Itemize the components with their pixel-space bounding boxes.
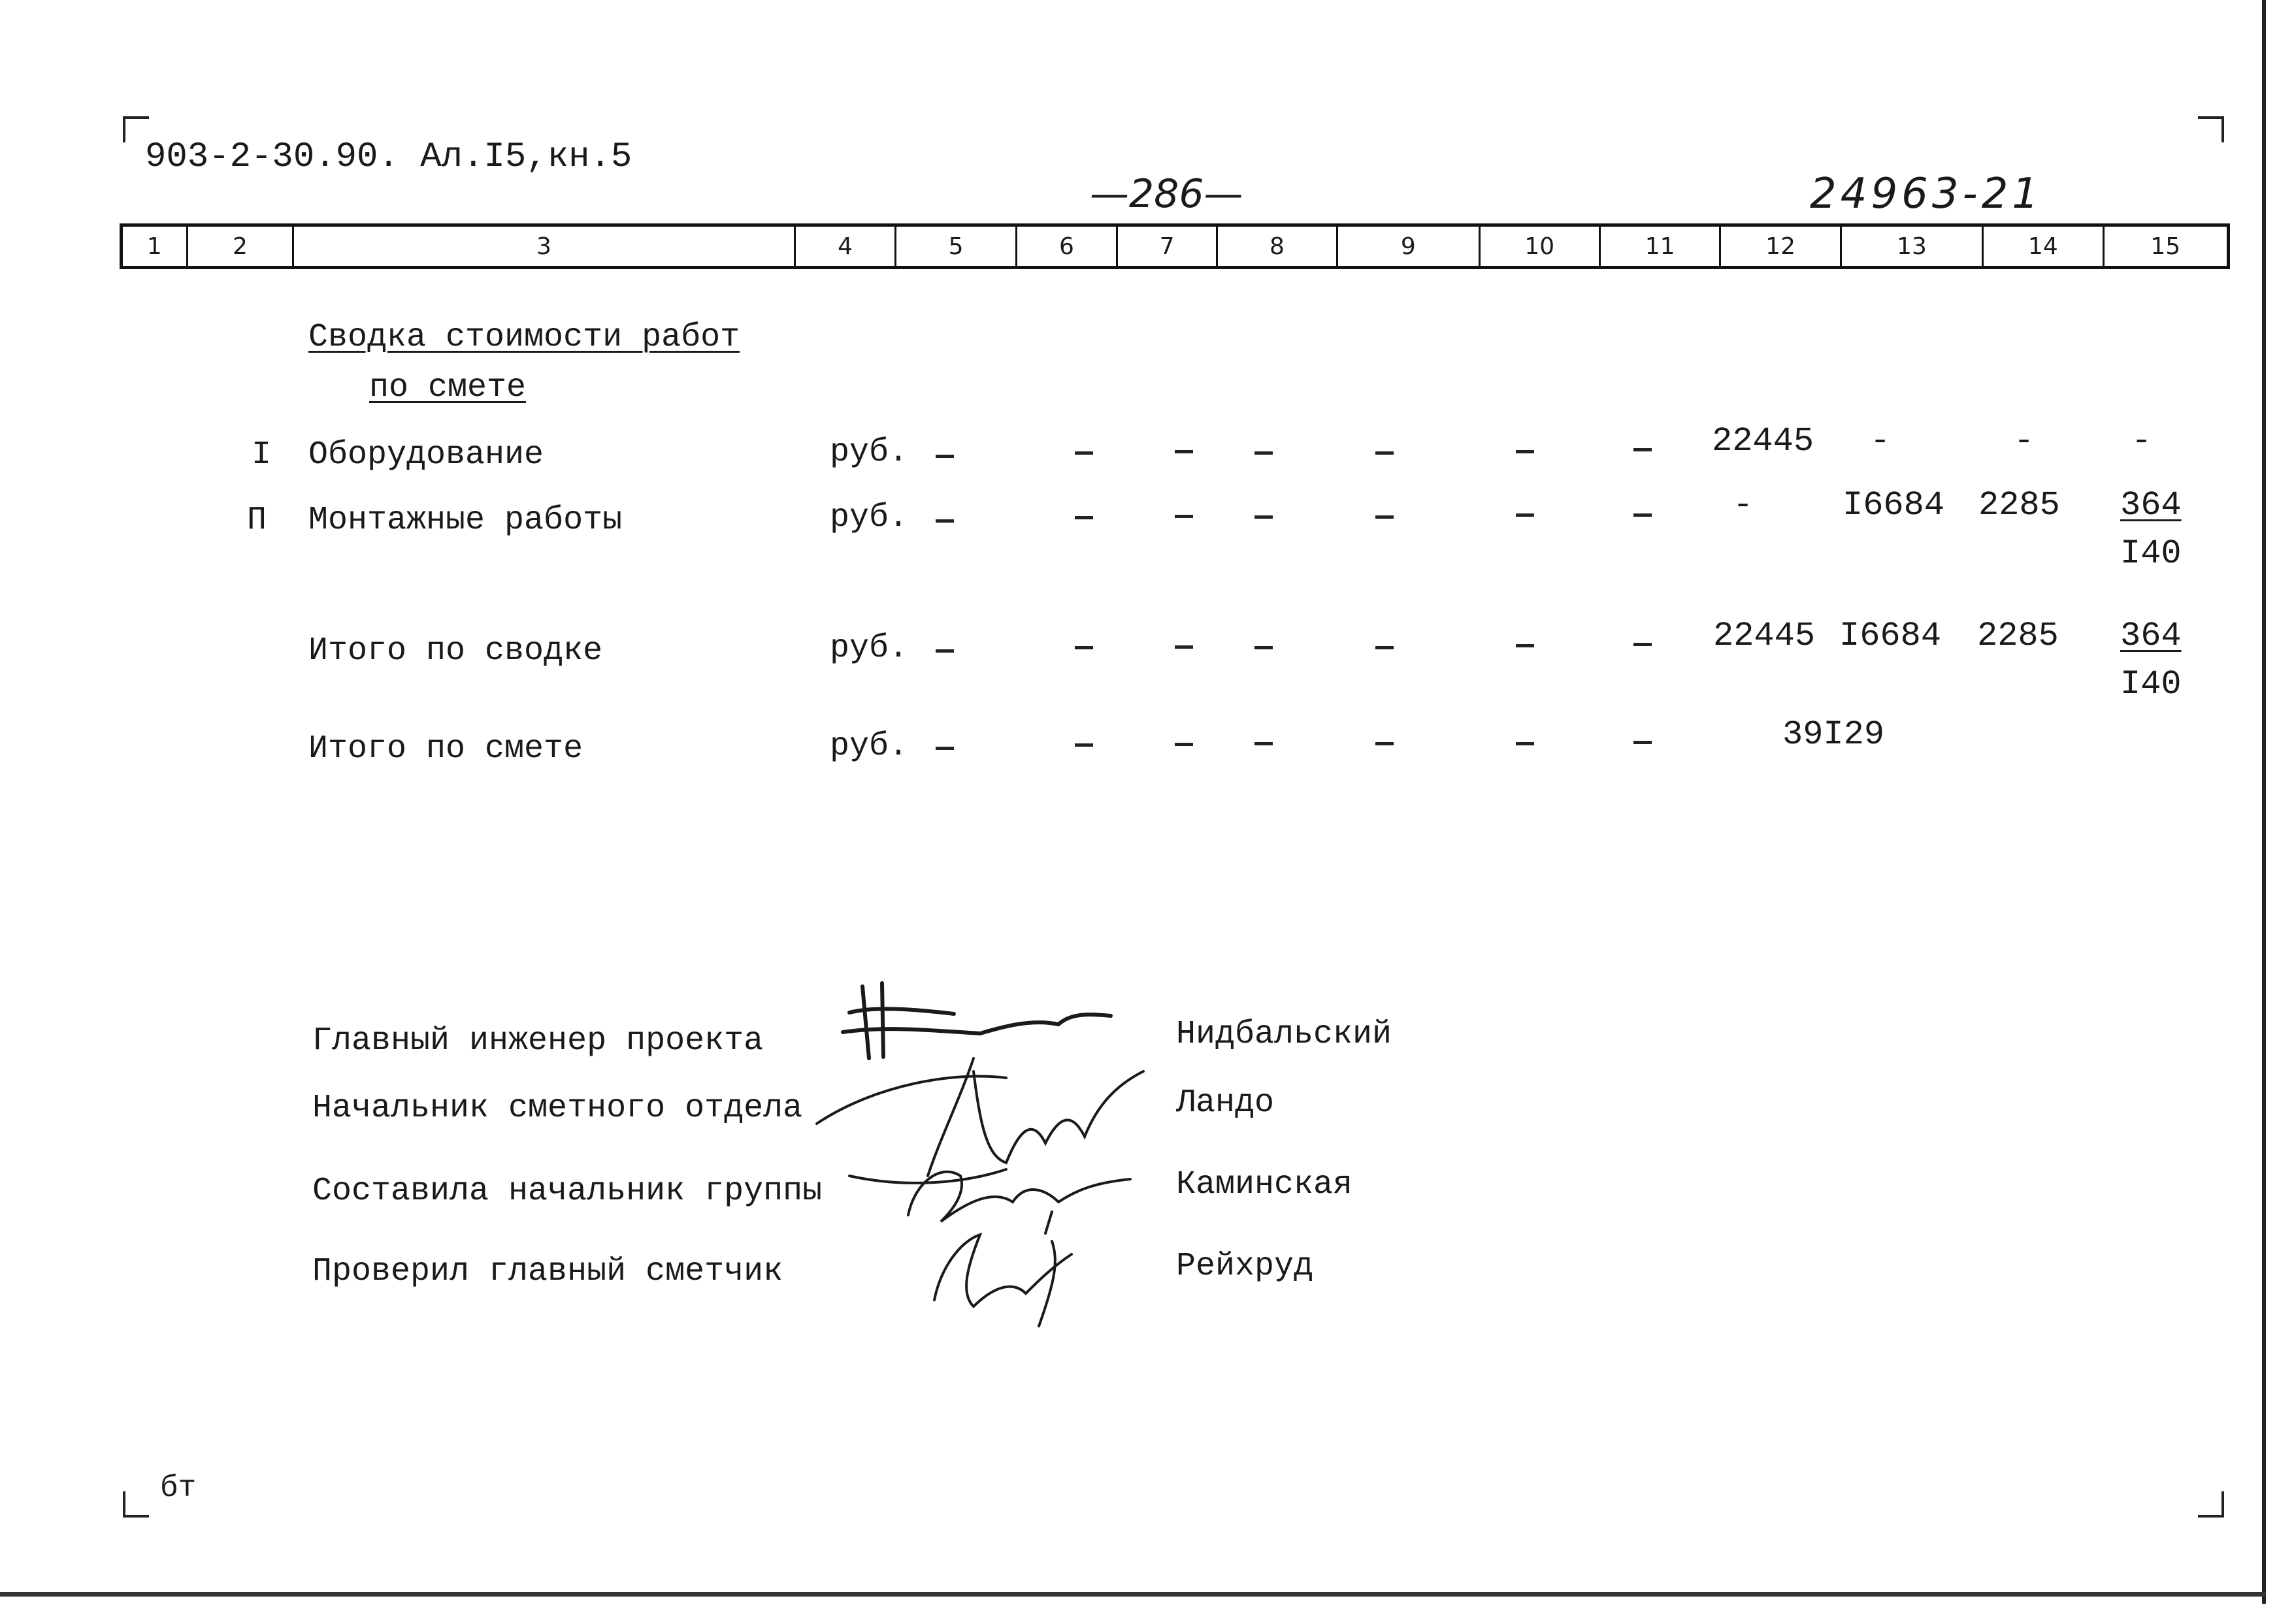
row-value-col13: I6684 [1839,617,1942,655]
row-label: Итого по сводке [308,632,603,670]
row-index: I [252,436,272,474]
column-header: 6 [1017,227,1119,266]
signature-role: Начальник сметного отдела [312,1090,803,1127]
doc-code: 903-2-30.90. Ал.I5,кн.5 [145,137,632,177]
row-value-col12: 22445 [1713,617,1816,655]
row-label: Итого по смете [308,730,583,768]
column-header: 9 [1338,227,1480,266]
row-value-col14: - [2014,422,2035,461]
corner-mark-bottom-left [123,1491,149,1518]
corner-mark-bottom-right [2198,1491,2224,1518]
page-edge-bottom [0,1592,2266,1597]
column-header: 3 [294,227,796,266]
column-header: 13 [1842,227,1984,266]
page-edge-right [2262,0,2266,1604]
row-value-col15: - [2131,422,2152,461]
row-value-col14: 2285 [1978,486,2060,525]
column-header: 8 [1218,227,1338,266]
archive-number: 24963-21 [1810,170,2043,218]
row-index: П [247,502,267,539]
column-header: 11 [1601,227,1721,266]
row-value-col14: 2285 [1977,617,2059,655]
row-value-col15-denominator: I40 [2120,665,2182,704]
column-header: 15 [2150,233,2181,260]
column-header: 10 [1481,227,1601,266]
column-header: 1 [123,227,188,266]
signature-scribble-chief-estimator [921,1215,1091,1336]
row-value-col12: 22445 [1712,422,1814,461]
column-header: 5 [896,227,1017,266]
row-unit: руб. [830,728,909,765]
signature-role: Проверил главный сметчик [312,1253,783,1290]
column-header: 7 [1118,227,1218,266]
row-value-col15-denominator: I40 [2120,534,2182,573]
signature-role: Составила начальник группы [312,1173,823,1210]
column-header: 2 [188,227,295,266]
row-label: Монтажные работы [308,502,623,539]
row-label: Оборудование [308,436,544,474]
summary-subtitle: по смете [369,369,527,406]
row-unit: руб. [830,434,909,471]
row-value-col13: I6684 [1843,486,1945,525]
signature-name: Ландо [1176,1084,1275,1122]
column-header: 14 [1984,227,2104,266]
column-header: 4 [796,227,897,266]
signature-role: Главный инженер проекта [312,1022,764,1060]
row-value-col13: - [1870,422,1891,461]
corner-mark-top-right [2198,116,2224,142]
row-value-col12: - [1733,486,1754,525]
row-unit: руб. [830,499,909,536]
row-value-col15-numerator: 364 [2120,617,2182,655]
signature-name: Каминская [1176,1166,1353,1203]
row-unit: руб. [830,630,909,667]
summary-title: Сводка стоимости работ [308,319,740,356]
signature-name: Нидбальский [1176,1016,1392,1053]
footer-mark: бт [160,1471,197,1505]
column-header: 12 [1721,227,1841,266]
column-header-strip [120,223,2230,269]
row-total: 39I29 [1782,715,1885,754]
signature-name: Рейхруд [1176,1248,1314,1285]
page-number: —286— [1090,171,1243,217]
row-value-col15-numerator: 364 [2120,486,2182,525]
